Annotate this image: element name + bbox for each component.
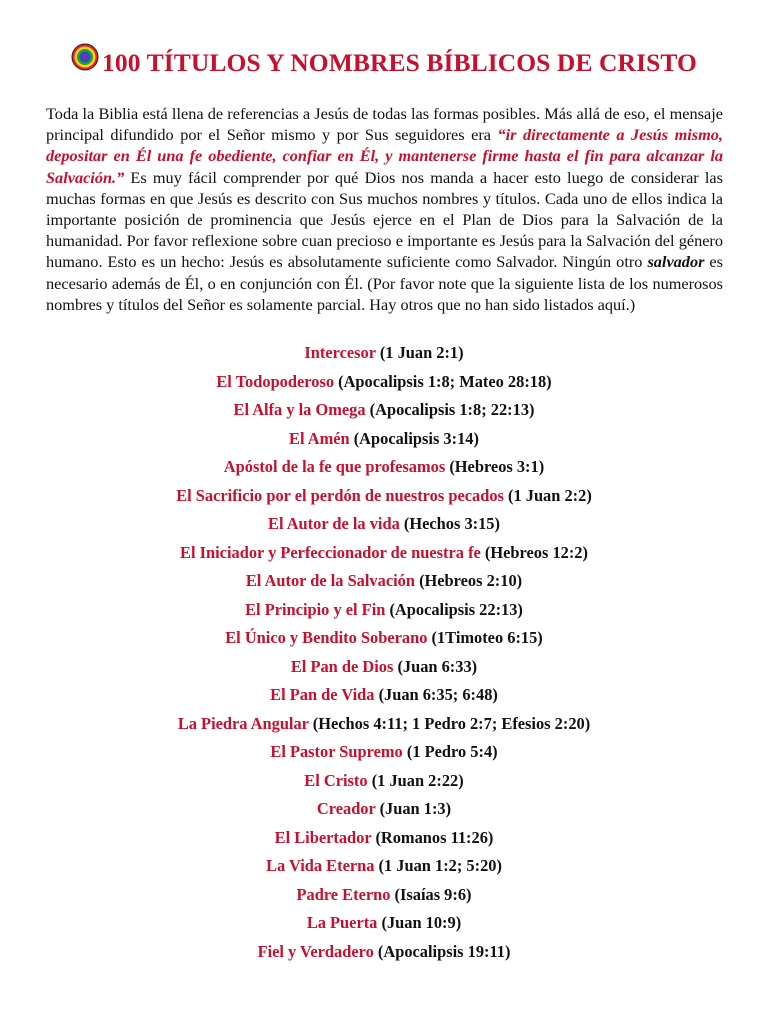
bible-reference: (Hechos 4:11; 1 Pedro 2:7; Efesios 2:20): [312, 713, 591, 733]
title-name: El Sacrificio por el perdón de nuestros pecados: [176, 485, 504, 505]
title-name: Apóstol de la fe que profesamos: [223, 457, 446, 476]
bible-reference: (1 Juan 2:22): [371, 770, 464, 790]
target-bullseye-icon: [71, 43, 99, 71]
title-name: El Autor de la vida: [268, 514, 400, 533]
list-item: [0, 938, 768, 967]
bible-reference: (1 Juan 1:2; 5:20): [378, 856, 502, 875]
list-item: [0, 767, 768, 796]
title-name: El Cristo: [304, 770, 368, 790]
title-name: El Pan de Vida: [270, 685, 375, 704]
title-name: El Iniciador y Perfeccionador de nuestra fe: [180, 542, 481, 562]
bible-reference: (Juan 1:3): [379, 799, 452, 818]
title-name: El Todopoderoso: [216, 371, 335, 391]
bible-reference: (Romanos 11:26): [375, 827, 494, 847]
bible-reference: (Juan 6:35; 6:48): [378, 685, 498, 704]
list-item: [0, 824, 768, 853]
title-name: La Piedra Angular: [177, 713, 309, 733]
list-item: [0, 425, 768, 454]
bible-reference: (Hebreos 2:10): [419, 571, 523, 590]
list-item: [0, 795, 768, 824]
bible-reference: (Hebreos 3:1): [449, 457, 545, 476]
list-item: [0, 396, 768, 425]
bible-reference: (1 Juan 2:1): [379, 343, 464, 362]
bible-reference: (Apocalipsis 1:8; 22:13): [369, 400, 535, 419]
title-name: La Vida Eterna: [266, 856, 375, 875]
intro-text-part1: Toda la Biblia está llena de referencias a Jesús de todas las formas posibles. Más allá de eso, el mensaje principal difundido por el Señor mismo y por Sus seguidores era: [46, 104, 723, 145]
bible-reference: (Hebreos 12:2): [484, 542, 588, 562]
bible-reference: (Juan 10:9): [381, 913, 462, 932]
list-item: [0, 738, 768, 767]
titles-list: [0, 339, 768, 966]
intro-quote-end: .”: [112, 167, 125, 187]
title-name: El Libertador: [274, 827, 372, 847]
intro-paragraph: [46, 103, 723, 315]
intro-text-part2: Es muy fácil comprender por qué Dios nos manda a hacer esto luego de considerar las muchas formas en que Jesús es descrito con Sus muchos nombres y títulos. Cada uno de ellos indica la importante posición de prominencia que Jesús ejerce en el Plan de Dios para la Salvación de la humanidad. Por favor reflexione sobre cuan precioso e importante es Jesús para la Salvación del género humano. Esto es un hecho: Jesús es absolutamente suficiente como Salvador. Ningún otro: [46, 167, 723, 272]
bible-reference: (Isaías 9:6): [394, 884, 472, 904]
title-name: El Pastor Supremo: [270, 742, 403, 761]
bible-reference: (Hechos 3:15): [403, 514, 500, 533]
title-name: Intercesor: [304, 343, 376, 362]
title-name: El Autor de la Salvación: [245, 571, 415, 590]
list-item: [0, 339, 768, 368]
intro-quote: “ir directamente a Jesús mismo, depositar en Él una fe obediente, confiar en Él, y mantenerse firme hasta el fin para alcanzar la Salvación: [46, 125, 723, 187]
list-item: [0, 482, 768, 511]
list-item: [0, 368, 768, 397]
list-item: [0, 881, 768, 910]
list-item: [0, 710, 768, 739]
title-name: El Pan de Dios: [290, 656, 394, 676]
bible-reference: (Apocalipsis 22:13): [389, 599, 523, 619]
bible-reference: (1 Juan 2:2): [508, 485, 592, 505]
list-item: [0, 681, 768, 710]
bible-reference: (Juan 6:33): [397, 656, 478, 676]
bible-reference: (1Timoteo 6:15): [431, 628, 543, 647]
list-item: [0, 596, 768, 625]
title-name: Creador: [316, 799, 376, 818]
bible-reference: (Apocalipsis 1:8; Mateo 28:18): [338, 371, 552, 391]
title-name: El Alfa y la Omega: [233, 400, 366, 419]
title-name: La Puerta: [306, 913, 378, 932]
title-name: Padre Eterno: [296, 884, 391, 904]
intro-keyword: salvador: [647, 252, 705, 272]
list-item: [0, 510, 768, 539]
title-row: [0, 48, 768, 78]
list-item: [0, 653, 768, 682]
bible-reference: (Apocalipsis 3:14): [353, 428, 479, 448]
bible-reference: (Apocalipsis 19:11): [377, 941, 511, 961]
title-name: El Principio y el Fin: [245, 599, 386, 619]
title-name: Fiel y Verdadero: [257, 941, 374, 961]
bible-reference: (1 Pedro 5:4): [406, 742, 498, 761]
list-item: [0, 539, 768, 568]
list-item: [0, 909, 768, 938]
list-item: [0, 852, 768, 881]
list-item: [0, 453, 768, 482]
title-name: El Amén: [289, 428, 350, 448]
page-title: 100 TÍTULOS Y NOMBRES BÍBLICOS DE CRISTO: [102, 48, 697, 77]
list-item: [0, 624, 768, 653]
title-name: El Único y Bendito Soberano: [225, 628, 428, 647]
list-item: [0, 567, 768, 596]
intro-text-part3: es necesario además de Él, o en conjunción con Él. (Por favor note que la siguiente lista de los numerosos nombres y títulos del Señor es solamente parcial. Hay otros que no han sido listados aquí.): [46, 252, 723, 314]
